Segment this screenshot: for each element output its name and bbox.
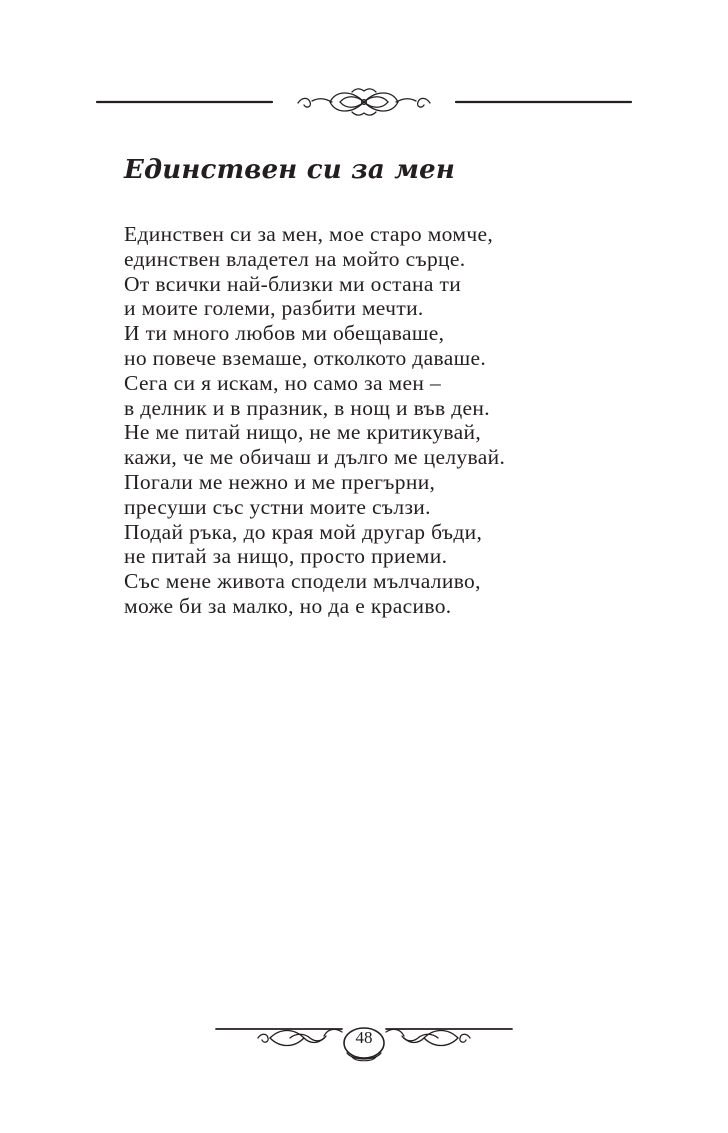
poem-title: Единствен си за мен xyxy=(124,155,456,185)
poem-line: и моите големи, разбити мечти. xyxy=(124,296,424,321)
poem-line: но повече вземаше, отколкото даваше. xyxy=(124,345,487,370)
top-flourish-divider-icon xyxy=(0,80,728,126)
poem-line: Не ме питай нищо, не ме критикувай, xyxy=(124,420,482,445)
poem-line: От всички най-близки ми остана ти xyxy=(124,271,462,296)
poem-line: Подай ръка, до края мой другар бъди, xyxy=(124,519,483,544)
page-number: 48 xyxy=(355,1028,373,1047)
poem-line: пресуши със устни моите сълзи. xyxy=(124,494,431,519)
poem-body xyxy=(124,222,505,619)
poem-line: И ти много любов ми обещаваше, xyxy=(124,321,445,346)
poem-line: в делник и в празник, в нощ и във ден. xyxy=(124,395,490,420)
poem-line: Погали ме нежно и ме прегърни, xyxy=(124,469,436,494)
poem-line: Със мене живота сподели мълчаливо, xyxy=(124,569,481,594)
poem-line: може би за малко, но да е красиво. xyxy=(124,593,452,618)
poem-line: не питай за нищо, просто приеми. xyxy=(124,544,448,569)
poem-line: Единствен си за мен, мое старо момче, xyxy=(124,222,494,246)
poem-line: кажи, че ме обичаш и дълго ме целувай. xyxy=(124,445,506,470)
poem-line: Сега си я искам, но само за мен – xyxy=(124,370,442,395)
poem-line: единствен владетел на мойто сърце. xyxy=(124,246,466,271)
